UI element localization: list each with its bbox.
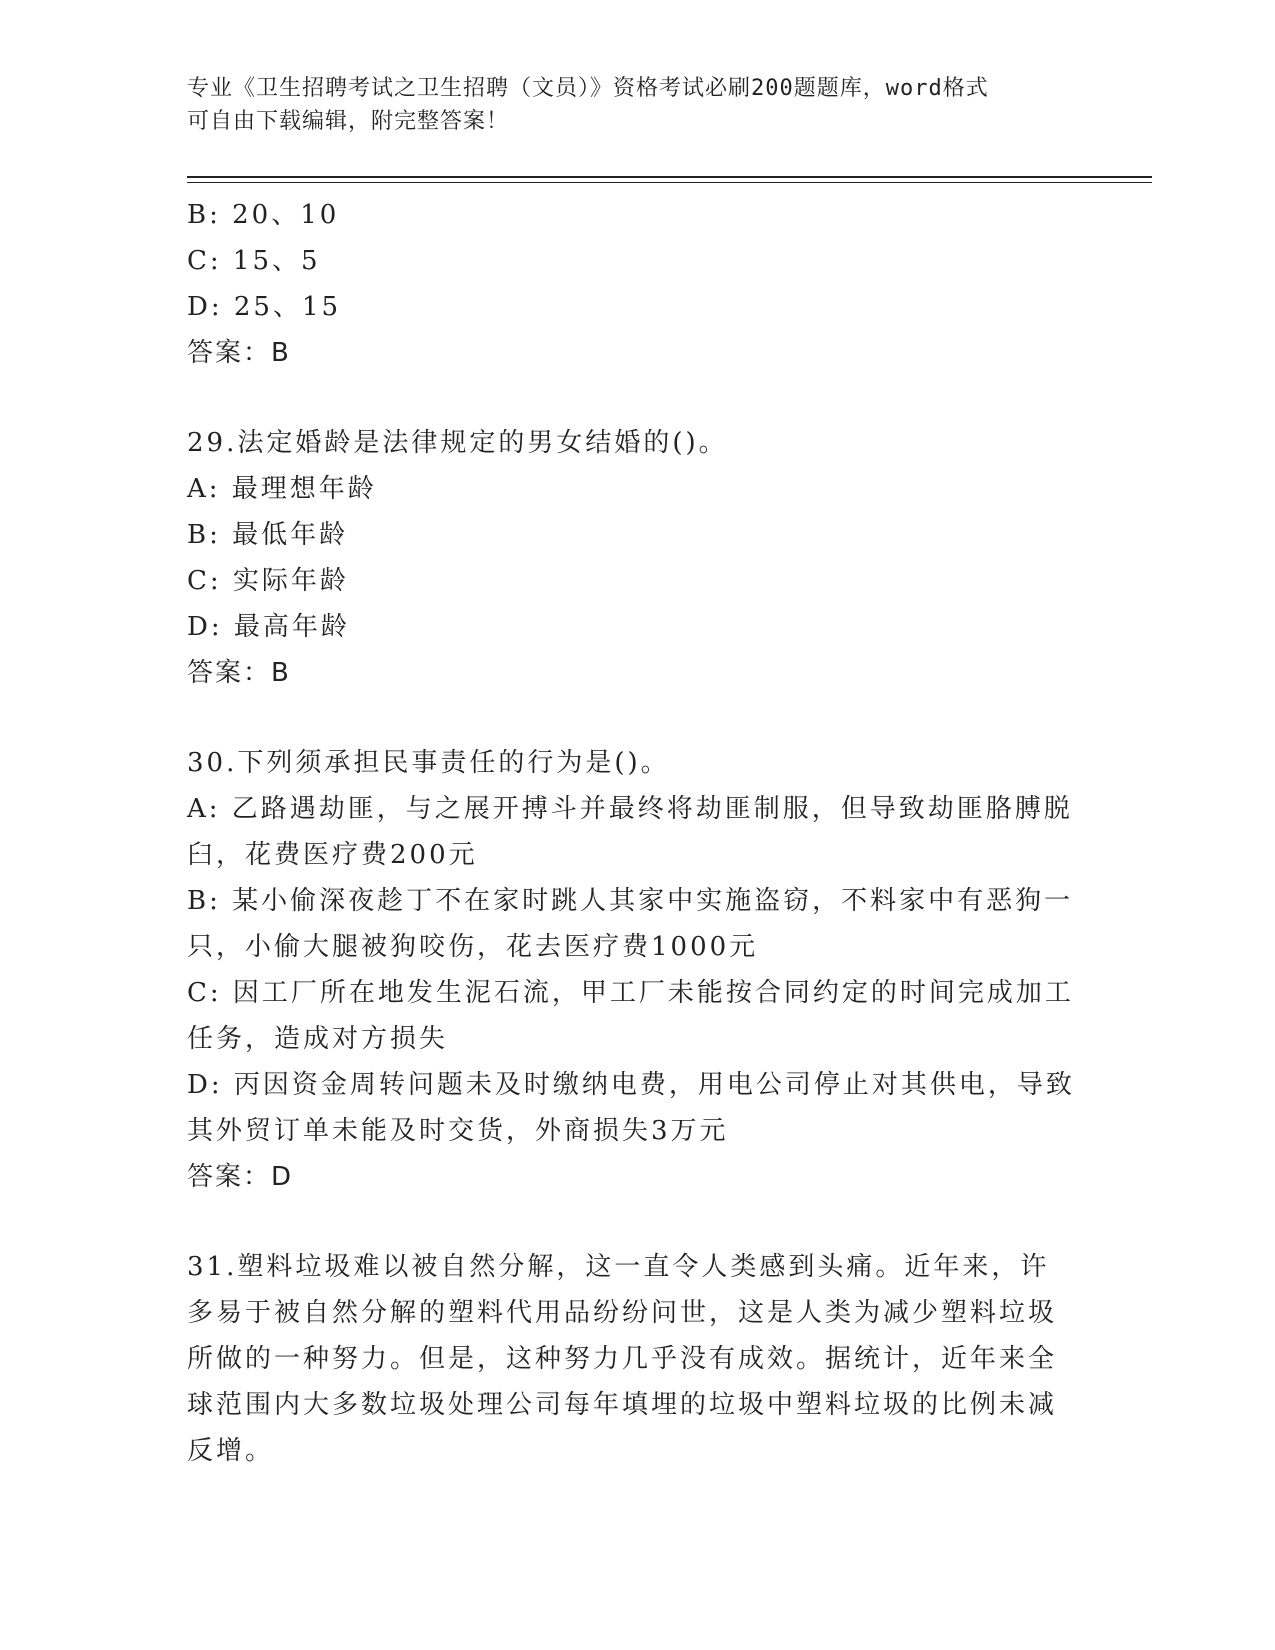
option-b: B: 最低年龄 [187,520,349,550]
document-body [187,192,1077,1474]
question-text: 30.下列须承担民事责任的行为是()。 [187,748,670,778]
option-b: B: 某小偷深夜趁丁不在家时跳人其家中实施盗窃，不料家中有恶狗一只，小偷大腿被狗咬伤，花去医疗费1000元 [187,886,1074,962]
answer: 答案：D [187,1162,294,1192]
question-text: 29.法定婚龄是法律规定的男女结婚的()。 [187,428,728,458]
header-rule-thin [187,182,1152,183]
answer: 答案：B [187,338,291,368]
option-c: C: 因工厂所在地发生泥石流，甲工厂未能按合同约定的时间完成加工任务，造成对方损失 [187,978,1074,1054]
option-c: C: 实际年龄 [187,566,349,596]
option-d: D: 丙因资金周转问题未及时缴纳电费，用电公司停止对其供电，导致其外贸订单未能及时交货，外商损失3万元 [187,1070,1075,1146]
question-31 [187,1244,1077,1474]
question-29 [187,420,1077,696]
question-text: 31.塑料垃圾难以被自然分解，这一直令人类感到头痛。近年来，许多易于被自然分解的塑料代用品纷纷问世，这是人类为减少塑料垃圾所做的一种努力。但是，这种努力几乎没有成效。据统计，近年来全球范围内大多数垃圾处理公司每年填埋的垃圾中塑料垃圾的比例未减反增。 [187,1252,1058,1466]
question-30 [187,740,1077,1200]
option-d: D: 25、15 [187,292,342,322]
question-28-tail [187,192,1077,376]
option-a: A: 乙路遇劫匪，与之展开搏斗并最终将劫匪制服，但导致劫匪胳膊脱臼，花费医疗费200元 [187,794,1073,870]
option-d: D: 最高年龄 [187,612,350,642]
option-a: A: 最理想年龄 [187,474,377,504]
header-rule-thick [187,176,1152,178]
option-b: B: 20、10 [187,200,340,230]
header-line-2: 可自由下载编辑，附完整答案！ [187,109,510,134]
document-header [187,72,1067,138]
header-line-1: 专业《卫生招聘考试之卫生招聘（文员）》资格考试必刷200题题库，word格式 [187,76,989,101]
answer: 答案：B [187,658,291,688]
option-c: C: 15、5 [187,246,321,276]
